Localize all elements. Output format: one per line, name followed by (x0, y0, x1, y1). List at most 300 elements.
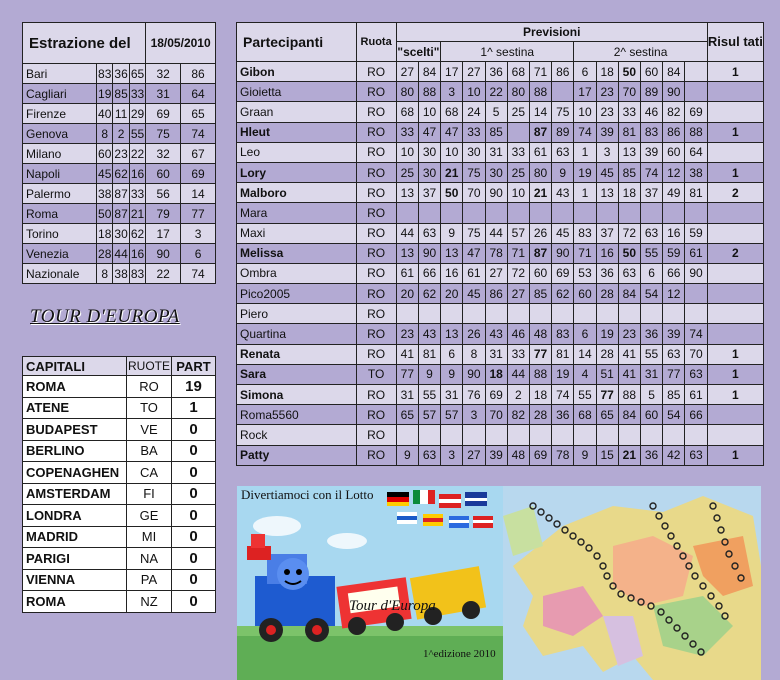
prediction-number: 23 (618, 324, 640, 344)
prediction-number: 10 (441, 142, 463, 162)
capitale-name: PARIGI (23, 548, 127, 570)
prediction-number: 37 (596, 223, 618, 243)
prediction-number: 59 (685, 223, 707, 243)
prediction-number: 90 (418, 243, 440, 263)
risultato-value (707, 284, 763, 304)
partecipante-ruota: RO (356, 203, 396, 223)
prediction-number: 71 (529, 62, 551, 82)
prediction-number: 47 (463, 243, 485, 263)
prediction-number: 13 (396, 183, 418, 203)
estrazione-city: Venezia (23, 244, 97, 264)
partecipante-name: Hleut (237, 122, 357, 142)
prediction-number: 88 (529, 364, 551, 384)
risultato-value (707, 102, 763, 122)
prediction-number: 63 (618, 263, 640, 283)
capitale-part: 0 (172, 548, 216, 570)
prediction-number (663, 425, 685, 445)
partecipante-row (237, 385, 764, 405)
risultato-value (707, 304, 763, 324)
prediction-number: 6 (574, 324, 596, 344)
risultato-value (707, 203, 763, 223)
prediction-number: 36 (552, 405, 574, 425)
estrazione-number: 65 (129, 64, 145, 84)
prediction-number: 63 (685, 445, 707, 465)
capitale-part: 0 (172, 440, 216, 462)
prediction-number: 10 (574, 102, 596, 122)
prediction-number: 16 (596, 243, 618, 263)
prediction-number: 27 (463, 62, 485, 82)
prediction-number: 33 (463, 122, 485, 142)
estrazione-number: 75 (146, 124, 181, 144)
capitale-part: 1 (172, 397, 216, 419)
prediction-number: 6 (441, 344, 463, 364)
prediction-number: 72 (507, 263, 529, 283)
prediction-number: 80 (507, 82, 529, 102)
capitale-ruota: NA (127, 548, 172, 570)
prediction-number: 61 (685, 385, 707, 405)
prediction-number (574, 304, 596, 324)
partecipante-ruota: RO (356, 385, 396, 405)
prediction-number: 81 (618, 122, 640, 142)
risultato-value (707, 425, 763, 445)
partecipante-ruota: RO (356, 405, 396, 425)
estrazione-number: 40 (97, 104, 113, 124)
train-illustration (237, 486, 503, 680)
estrazione-number: 22 (146, 264, 181, 284)
estrazione-number: 50 (97, 204, 113, 224)
capitale-part: 0 (172, 505, 216, 527)
sestina2-header: 2^ sestina (574, 42, 707, 62)
prediction-number: 54 (663, 405, 685, 425)
prediction-number: 33 (507, 142, 529, 162)
image-edition: 1^edizione 2010 (423, 648, 496, 660)
estrazione-row (23, 64, 216, 84)
prediction-number: 30 (485, 162, 507, 182)
prediction-number: 90 (685, 263, 707, 283)
prediction-number: 41 (396, 344, 418, 364)
prediction-number: 41 (618, 364, 640, 384)
prediction-number: 5 (640, 385, 662, 405)
prediction-number: 62 (552, 284, 574, 304)
prediction-number (441, 425, 463, 445)
risultato-value: 1 (707, 385, 763, 405)
partecipante-name: Piero (237, 304, 357, 324)
capitale-ruota: VE (127, 419, 172, 441)
prediction-number: 23 (396, 324, 418, 344)
prediction-number: 13 (618, 142, 640, 162)
partecipante-row (237, 122, 764, 142)
prediction-number (396, 425, 418, 445)
prediction-number (618, 425, 640, 445)
capitale-name: BERLINO (23, 440, 127, 462)
prediction-number (574, 203, 596, 223)
prediction-number (552, 304, 574, 324)
estrazione-number: 16 (129, 244, 145, 264)
prediction-number: 10 (507, 183, 529, 203)
risultato-value (707, 405, 763, 425)
partecipante-ruota: RO (356, 263, 396, 283)
prediction-number: 90 (463, 364, 485, 384)
partecipante-name: Simona (237, 385, 357, 405)
partecipante-ruota: RO (356, 162, 396, 182)
prediction-number (618, 304, 640, 324)
prediction-number: 66 (663, 263, 685, 283)
estrazione-city: Napoli (23, 164, 97, 184)
estrazione-number: 21 (129, 204, 145, 224)
prediction-number (418, 304, 440, 324)
prediction-number: 84 (618, 405, 640, 425)
europe-map-svg (503, 486, 761, 680)
estrazione-number: 38 (113, 264, 129, 284)
capitali-row (23, 591, 216, 613)
prediction-number (441, 304, 463, 324)
prediction-number: 63 (640, 223, 662, 243)
capitale-name: BUDAPEST (23, 419, 127, 441)
prediction-number: 75 (552, 102, 574, 122)
estrazione-number: 19 (97, 84, 113, 104)
capitale-part: 0 (172, 483, 216, 505)
prediction-number: 18 (485, 364, 507, 384)
prediction-number: 21 (441, 162, 463, 182)
prediction-number: 19 (596, 324, 618, 344)
prediction-number: 85 (529, 284, 551, 304)
estrazione-city: Nazionale (23, 264, 97, 284)
risultato-value (707, 263, 763, 283)
estrazione-title: Estrazione del (23, 23, 146, 64)
prediction-number: 6 (574, 62, 596, 82)
estrazione-number: 77 (181, 204, 216, 224)
prediction-number: 60 (640, 62, 662, 82)
prediction-number: 43 (485, 324, 507, 344)
prediction-number: 2 (507, 385, 529, 405)
prediction-number: 69 (529, 445, 551, 465)
estrazione-row (23, 184, 216, 204)
prediction-number (685, 62, 707, 82)
prediction-number: 28 (596, 344, 618, 364)
partecipante-ruota: RO (356, 183, 396, 203)
prediction-number: 70 (685, 344, 707, 364)
prediction-number (441, 203, 463, 223)
prediction-number: 49 (663, 183, 685, 203)
prediction-number: 65 (596, 405, 618, 425)
partecipante-row (237, 183, 764, 203)
risultato-value: 2 (707, 243, 763, 263)
prediction-number: 10 (463, 82, 485, 102)
prediction-number (463, 203, 485, 223)
prediction-number: 61 (685, 243, 707, 263)
prediction-number: 81 (552, 344, 574, 364)
estrazione-number: 60 (146, 164, 181, 184)
prediction-number: 42 (663, 445, 685, 465)
prediction-number: 57 (507, 223, 529, 243)
prediction-number: 17 (441, 62, 463, 82)
risultato-value: 1 (707, 122, 763, 142)
partecipante-row (237, 284, 764, 304)
prediction-number (574, 425, 596, 445)
partecipante-row (237, 425, 764, 445)
capitale-part: 0 (172, 419, 216, 441)
estrazione-city: Bari (23, 64, 97, 84)
prediction-number: 65 (396, 405, 418, 425)
capitali-row (23, 376, 216, 398)
prediction-number: 55 (574, 385, 596, 405)
prediction-number: 33 (396, 122, 418, 142)
capitali-row (23, 505, 216, 527)
estrazione-number: 65 (181, 104, 216, 124)
prediction-number: 63 (552, 142, 574, 162)
partecipante-ruota: RO (356, 223, 396, 243)
prediction-number: 53 (574, 263, 596, 283)
prediction-number: 33 (507, 344, 529, 364)
estrazione-number: 87 (113, 184, 129, 204)
prediction-number: 23 (596, 82, 618, 102)
estrazione-date: 18/05/2010 (146, 23, 216, 64)
prediction-number: 84 (418, 62, 440, 82)
capitale-part: 0 (172, 462, 216, 484)
estrazione-city: Palermo (23, 184, 97, 204)
capitale-ruota: CA (127, 462, 172, 484)
prediction-number: 22 (485, 82, 507, 102)
prediction-number: 9 (441, 223, 463, 243)
estrazione-number: 29 (129, 104, 145, 124)
partecipante-row (237, 62, 764, 82)
partecipante-name: Pico2005 (237, 284, 357, 304)
capitali-header: CAPITALI (23, 357, 127, 376)
partecipante-row (237, 223, 764, 243)
estrazione-number: 74 (181, 264, 216, 284)
prediction-number: 27 (507, 284, 529, 304)
risultato-value (707, 142, 763, 162)
part-header: PART (172, 357, 216, 376)
prediction-number: 39 (640, 142, 662, 162)
prediction-number (485, 203, 507, 223)
prediction-number: 55 (418, 385, 440, 405)
prediction-number: 64 (685, 142, 707, 162)
prediction-number: 88 (618, 385, 640, 405)
capitali-row (23, 526, 216, 548)
risultato-value (707, 324, 763, 344)
capitale-name: VIENNA (23, 569, 127, 591)
prediction-number: 77 (529, 344, 551, 364)
prediction-number: 3 (441, 445, 463, 465)
prediction-number: 44 (485, 223, 507, 243)
prediction-number (685, 284, 707, 304)
partecipante-name: Malboro (237, 183, 357, 203)
prediction-number: 13 (441, 243, 463, 263)
estrazione-number: 8 (97, 264, 113, 284)
prediction-number: 60 (640, 405, 662, 425)
partecipante-row (237, 364, 764, 384)
partecipante-row (237, 304, 764, 324)
estrazione-number: 36 (113, 64, 129, 84)
prediction-number: 1 (574, 183, 596, 203)
prediction-number: 31 (441, 385, 463, 405)
partecipanti-header: Partecipanti (237, 23, 357, 62)
prediction-number: 83 (640, 122, 662, 142)
estrazione-number: 28 (97, 244, 113, 264)
risultato-value: 1 (707, 344, 763, 364)
prediction-number (485, 304, 507, 324)
partecipante-name: Graan (237, 102, 357, 122)
prediction-number: 31 (640, 364, 662, 384)
estrazione-row (23, 164, 216, 184)
prediction-number: 14 (574, 344, 596, 364)
prediction-number: 30 (418, 142, 440, 162)
capitale-name: AMSTERDAM (23, 483, 127, 505)
partecipante-name: Melissa (237, 243, 357, 263)
prediction-number: 18 (618, 183, 640, 203)
estrazione-number: 17 (146, 224, 181, 244)
capitale-part: 0 (172, 591, 216, 613)
prediction-number: 13 (441, 324, 463, 344)
prediction-number: 62 (418, 284, 440, 304)
estrazione-number: 74 (181, 124, 216, 144)
estrazione-number: 55 (129, 124, 145, 144)
estrazione-row (23, 204, 216, 224)
estrazione-row (23, 144, 216, 164)
risultato-value: 1 (707, 162, 763, 182)
prediction-number: 26 (529, 223, 551, 243)
prediction-number (596, 304, 618, 324)
capitale-ruota: TO (127, 397, 172, 419)
prediction-number (596, 203, 618, 223)
prediction-number: 88 (418, 82, 440, 102)
prediction-number: 8 (463, 344, 485, 364)
prediction-number: 30 (418, 162, 440, 182)
prediction-number: 86 (663, 122, 685, 142)
prediction-number: 17 (574, 82, 596, 102)
prediction-number: 88 (685, 122, 707, 142)
estrazione-number: 6 (181, 244, 216, 264)
prediction-number: 20 (441, 284, 463, 304)
partecipante-ruota: RO (356, 344, 396, 364)
prediction-number: 77 (663, 364, 685, 384)
prediction-number: 12 (663, 162, 685, 182)
prediction-number (552, 425, 574, 445)
risultato-value: 1 (707, 364, 763, 384)
prediction-number: 60 (529, 263, 551, 283)
prediction-number: 37 (418, 183, 440, 203)
prediction-number: 9 (441, 364, 463, 384)
prediction-number: 82 (663, 102, 685, 122)
estrazione-number: 22 (129, 144, 145, 164)
partecipante-name: Ombra (237, 263, 357, 283)
estrazione-number: 69 (146, 104, 181, 124)
capitale-part: 0 (172, 526, 216, 548)
partecipante-name: Lory (237, 162, 357, 182)
capitale-ruota: BA (127, 440, 172, 462)
prediction-number: 61 (529, 142, 551, 162)
prediction-number: 90 (485, 183, 507, 203)
estrazione-number: 87 (113, 204, 129, 224)
prediction-number: 63 (685, 364, 707, 384)
prediction-number: 36 (640, 324, 662, 344)
estrazione-number: 83 (129, 264, 145, 284)
prediction-number: 28 (596, 284, 618, 304)
partecipante-row (237, 162, 764, 182)
risultato-value (707, 223, 763, 243)
partecipante-ruota: RO (356, 142, 396, 162)
estrazione-number: 33 (129, 184, 145, 204)
estrazione-city: Firenze (23, 104, 97, 124)
partecipante-name: Renata (237, 344, 357, 364)
capitale-ruota: GE (127, 505, 172, 527)
prediction-number (507, 304, 529, 324)
prediction-number: 31 (485, 344, 507, 364)
partecipante-row (237, 263, 764, 283)
estrazione-number: 38 (97, 184, 113, 204)
prediction-number: 20 (396, 284, 418, 304)
estrazione-number: 44 (113, 244, 129, 264)
capitali-row (23, 483, 216, 505)
estrazione-number: 11 (113, 104, 129, 124)
prediction-number: 24 (463, 102, 485, 122)
prediction-number (507, 122, 529, 142)
risultati-header: Risul tati (707, 23, 763, 62)
partecipante-ruota: RO (356, 304, 396, 324)
estrazione-number: 45 (97, 164, 113, 184)
prediction-number: 71 (574, 243, 596, 263)
estrazione-row (23, 264, 216, 284)
prediction-number: 72 (618, 223, 640, 243)
prediction-number: 30 (463, 142, 485, 162)
estrazione-number: 23 (113, 144, 129, 164)
prediction-number: 70 (463, 183, 485, 203)
prediction-number: 80 (396, 82, 418, 102)
partecipante-ruota: RO (356, 122, 396, 142)
image-logo: Tour d'Europa (349, 598, 436, 614)
capitali-row (23, 419, 216, 441)
prediction-number: 85 (485, 122, 507, 142)
prediction-number (685, 304, 707, 324)
partecipante-name: Quartina (237, 324, 357, 344)
partecipante-ruota: RO (356, 82, 396, 102)
prediction-number: 75 (463, 223, 485, 243)
estrazione-number: 60 (97, 144, 113, 164)
partecipante-ruota: RO (356, 324, 396, 344)
prediction-number: 39 (663, 324, 685, 344)
estrazione-number: 32 (146, 64, 181, 84)
prediction-number: 90 (552, 243, 574, 263)
prediction-number (685, 82, 707, 102)
prediction-number: 69 (685, 102, 707, 122)
prediction-number (685, 425, 707, 445)
prediction-number: 39 (485, 445, 507, 465)
prediction-number: 47 (418, 122, 440, 142)
prediction-number: 41 (618, 344, 640, 364)
prediction-number: 82 (507, 405, 529, 425)
partecipante-ruota: RO (356, 243, 396, 263)
prediction-number: 43 (418, 324, 440, 344)
partecipante-row (237, 243, 764, 263)
estrazione-row (23, 124, 216, 144)
prediction-number: 25 (507, 102, 529, 122)
capitali-row (23, 440, 216, 462)
prediction-number: 13 (596, 183, 618, 203)
prediction-number (640, 203, 662, 223)
partecipante-name: Patty (237, 445, 357, 465)
capitale-ruota: PA (127, 569, 172, 591)
ruota-header: Ruota (356, 23, 396, 62)
prediction-number: 19 (574, 162, 596, 182)
prediction-number: 70 (618, 82, 640, 102)
partecipante-row (237, 324, 764, 344)
prediction-number: 71 (507, 243, 529, 263)
prediction-number: 66 (418, 263, 440, 283)
prediction-number: 59 (663, 243, 685, 263)
prediction-number: 9 (418, 364, 440, 384)
partecipante-name: Rock (237, 425, 357, 445)
